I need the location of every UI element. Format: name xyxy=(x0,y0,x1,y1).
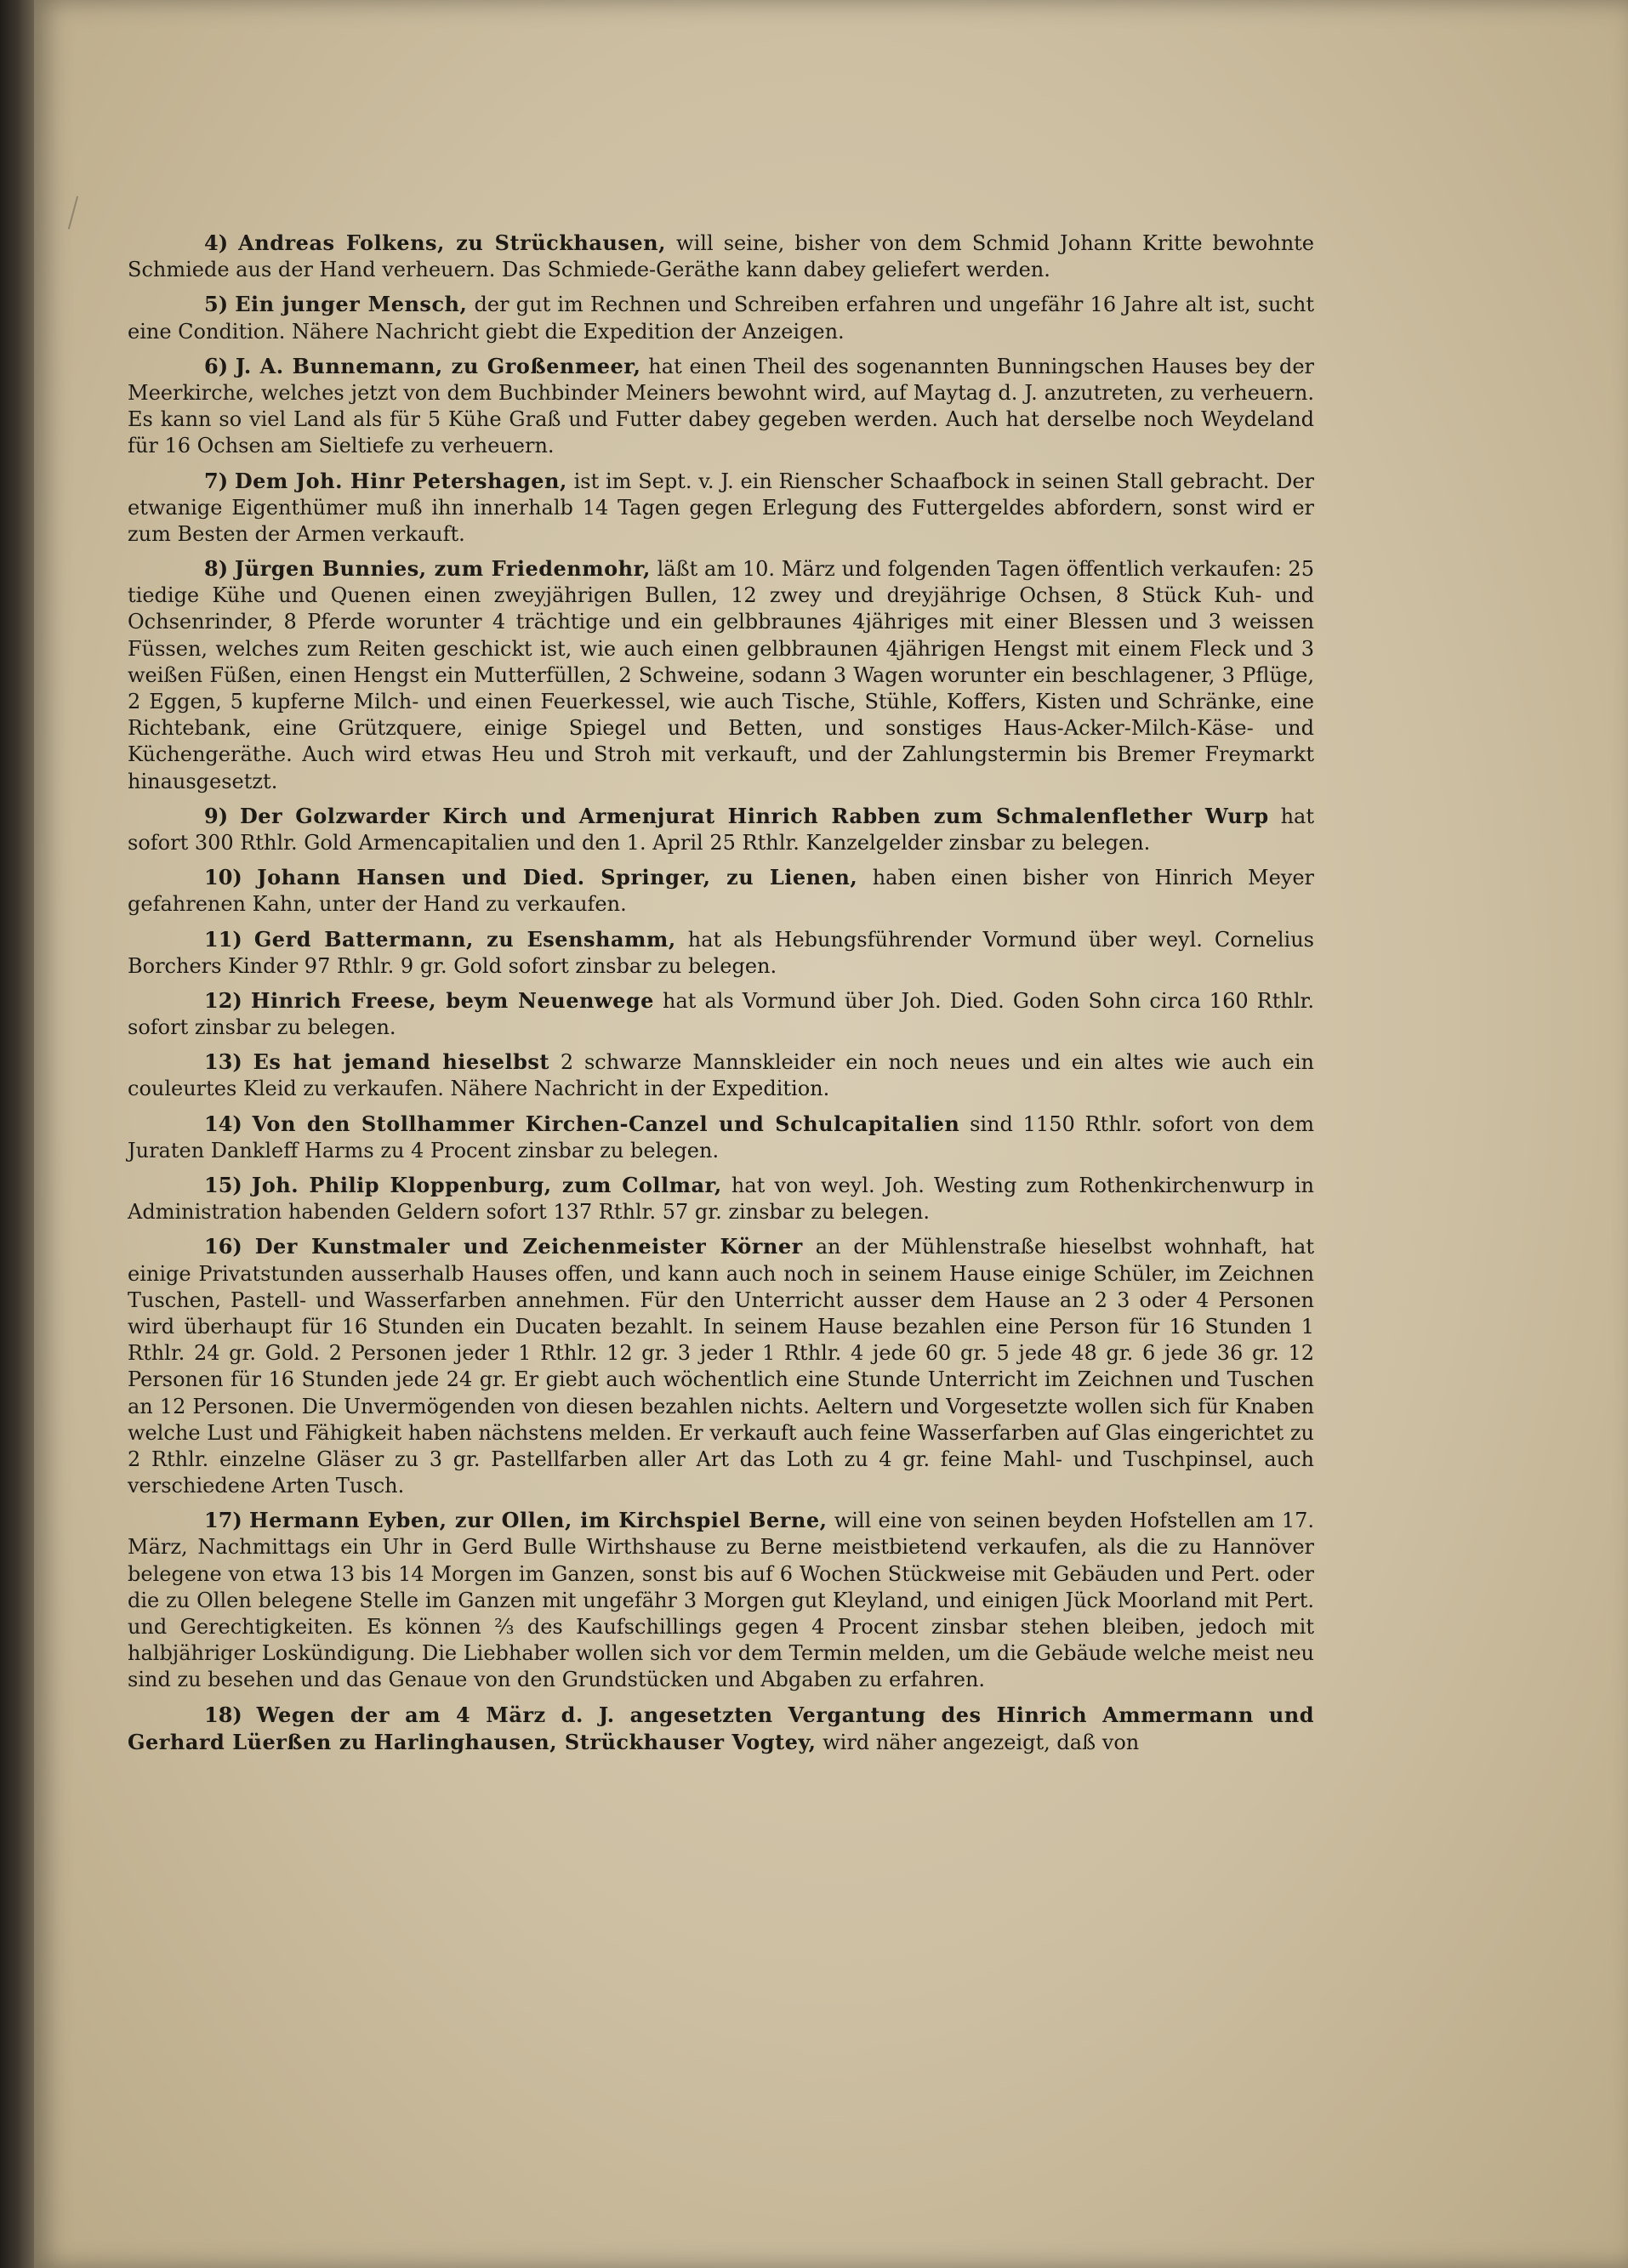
entry-lead: Hermann Eyben, zur Ollen, im Kirchspiel Berne, xyxy=(249,1508,828,1533)
document-page xyxy=(34,0,1628,2268)
entry-text: läßt am 10. März und folgenden Tagen öffentlich verkaufen: 25 tiedige Kühe und Quenen einen zweyjährigen Bullen, 12 zwey und dreyjährige Ochsen, 8 Stück Kuh- und Ochsenrinder, 8 Pferde worunter 4 trächtige und ein gelbbraunes 4jähriges mit einer Blessen und 3 weissen Füssen, welches zum Reiten geschickt ist, wie auch einen gelbbraunen 4jährigen Hengst mit einem Fleck und 3 weißen Füßen, einen Hengst ein Mutterfüllen, 2 Schweine, sodann 3 Wagen worunter ein beschlagener, 3 Pflüge, 2 Eggen, 5 kupferne Milch- und einen Feuerkessel, wie auch Tische, Stühle, Koffers, Kisten und Schränke, eine Richtebank, eine Grützquere, einige Spiegel und Betten, und sonstiges Haus-Acker-Milch-Käse- und Küchengeräthe. Auch wird etwas Heu und Stroh mit verkauft, und der Zahlungstermin bis Bremer Freymarkt hinausgesetzt. xyxy=(128,557,1314,793)
entry-text: 2 schwarze Mannskleider ein noch neues und ein altes wie auch ein couleurtes Kleid zu verkaufen. Nähere Nachricht in der Expedition. xyxy=(128,1050,1315,1101)
notice-entry xyxy=(128,555,1314,795)
notice-entry xyxy=(128,864,1314,918)
book-binding xyxy=(0,0,34,2268)
entry-text: hat sofort 300 Rthlr. Gold Armencapitalien und den 1. April 25 Rthlr. Kanzelgelder zinsbar zu belegen. xyxy=(128,804,1314,855)
entry-lead: Jürgen Bunnies, zum Friedenmohr, xyxy=(234,556,651,582)
entry-lead: Es hat jemand hieselbst xyxy=(253,1049,549,1075)
entry-text: sind 1150 Rthlr. sofort von dem Juraten Dankleff Harms zu 4 Procent zinsbar zu belegen. xyxy=(128,1111,1315,1162)
notice-entry xyxy=(128,803,1314,856)
entry-text: der gut im Rechnen und Schreiben erfahren und ungefähr 16 Jahre alt ist, sucht eine Condition. Nähere Nachricht giebt die Expedition der Anzeigen. xyxy=(128,293,1315,344)
entry-lead: Gerd Battermann, zu Esenshamm, xyxy=(253,926,676,952)
notice-entry xyxy=(128,926,1314,980)
entry-number: 12) xyxy=(204,987,242,1013)
entry-number: 5) xyxy=(204,292,229,317)
entry-lead: J. A. Bunnemann, zu Großenmeer, xyxy=(235,353,641,378)
entry-number: 13) xyxy=(204,1049,242,1075)
notice-entry xyxy=(128,353,1314,460)
margin-mark xyxy=(68,196,78,229)
entry-lead: Joh. Philip Kloppenburg, zum Collmar, xyxy=(251,1173,722,1197)
entry-text: hat einen Theil des sogenannten Bunningschen Hauses bey der Meerkirche, welches jetzt von dem Buchbinder Meiners bewohnt wird, auf Maytag d. J. anzutreten, zu verheuern. Es kann so viel Land als für 5 Kühe Graß und Futter dabey gegeben werden. Auch hat derselbe noch Weydeland für 16 Ochsen am Sieltiefe zu verheuern. xyxy=(128,354,1315,458)
entry-number: 4) xyxy=(204,230,229,255)
notices-text xyxy=(128,230,1314,1764)
entry-lead: Wegen der am 4 März d. J. angesetzten Vergantung des Hinrich Ammermann und Gerhard Lüerßen zu Harlinghausen, Strückhauser Vogtey, xyxy=(128,1702,1314,1754)
entry-lead: Ein junger Mensch, xyxy=(235,292,468,317)
entry-text: hat als Vormund über Joh. Died. Goden Sohn circa 160 Rthlr. sofort zinsbar zu belegen. xyxy=(128,988,1314,1040)
entry-text: hat von weyl. Joh. Westing zum Rothenkirchenwurp in Administration habenden Geldern sofort 137 Rthlr. 57 gr. zinsbar zu belegen. xyxy=(128,1174,1314,1225)
entry-text: will eine von seinen beyden Hofstellen am 17. März, Nachmittags ein Uhr in Gerd Bulle Wirthshause zu Berne meistbietend verkaufen, als die zu Hannöver belegene von etwa 13 bis 14 Morgen im Ganzen, sonst bis auf 6 Wochen Stückweise mit Gebäuden und Pert. oder die zu Ollen belegene Stelle im Ganzen mit ungefähr 3 Morgen gut Kleyland, und einigen Jück Moorland mit Pert. und Gerechtigkeiten. Es können ⅔ des Kaufschillings gegen 4 Procent zinsbar stehen bleiben, jedoch mit halbjähriger Loskündigung. Die Liebhaber wollen sich vor dem Termin melden, um die Gebäude welche meist neu sind zu besehen und das Genaue von den Grundstücken und Abgaben zu erfahren. xyxy=(128,1509,1314,1692)
entry-number: 14) xyxy=(204,1111,242,1136)
notice-entry xyxy=(128,1507,1314,1693)
notice-entry xyxy=(128,1172,1314,1225)
notice-entry xyxy=(128,987,1314,1041)
entry-number: 15) xyxy=(204,1173,242,1197)
notice-entry xyxy=(128,1233,1314,1499)
entry-text: ist im Sept. v. J. ein Rienscher Schaafbock in seinen Stall gebracht. Der etwanige Eigenthümer muß ihn innerhalb 14 Tagen gegen Erlegung des Futtergeldes abfordern, sonst wird er zum Besten der Armen verkauft. xyxy=(128,469,1314,546)
entry-lead: Andreas Folkens, zu Strückhausen, xyxy=(238,230,666,255)
entry-text: an der Mühlenstraße hieselbst wohnhaft, hat einige Privatstunden ausserhalb Hauses offen, und kann auch noch in seinem Hause einige Schüler, im Zeichnen Tuschen, Pastell- und Wasserfarben annehmen. Für den Unterricht ausser dem Hause an 2 3 oder 4 Personen wird überhaupt für 16 Stunden ein Ducaten bezahlt. In seinem Hause bezahlen eine Person für 16 Stunden 1 Rthlr. 24 gr. Gold. 2 Personen jeder 1 Rthlr. 12 gr. 3 jeder 1 Rthlr. 4 jede 60 gr. 5 jede 48 gr. 6 jede 36 gr. 12 Personen für 16 Stunden jede 24 gr. Er giebt auch wöchentlich eine Stunde Unterricht im Zeichnen und Tuschen an 12 Personen. Die Unvermögenden von diesen bezahlen nichts. Aeltern und Vorgesetzte wollen sich für Knaben welche Lust und Fähigkeit haben nächstens melden. Er verkauft auch feine Wasserfarben auf Glas eingerichtet zu 2 Rthlr. einzelne Gläser zu 3 gr. Pastellfarben aller Art das Loth zu 4 gr. feine Mahl- und Tuschpinsel, auch verschiedene Arten Tusch. xyxy=(128,1235,1314,1498)
entry-text: hat als Hebungsführender Vormund über weyl. Cornelius Borchers Kinder 97 Rthlr. 9 gr. Gold sofort zinsbar zu belegen. xyxy=(128,927,1314,978)
entry-lead: Der Kunstmaler und Zeichenmeister Körner xyxy=(254,1234,803,1259)
entry-number: 17) xyxy=(204,1508,242,1533)
entry-lead: Der Golzwarder Kirch und Armenjurat Hinrich Rabben zum Schmalenflether Wurp xyxy=(239,803,1269,828)
entry-text: will seine, bisher von dem Schmid Johann Kritte bewohnte Schmiede aus der Hand verheuern. Das Schmiede-Geräthe kann dabey geliefert werden. xyxy=(128,231,1314,282)
notice-entry xyxy=(128,468,1314,549)
entry-lead: Von den Stollhammer Kirchen-Canzel und Schulcapitalien xyxy=(252,1111,960,1136)
notice-entry xyxy=(128,1111,1314,1164)
entry-text: wird näher angezeigt, daß von xyxy=(823,1730,1140,1754)
notice-entry xyxy=(128,1049,1314,1102)
entry-number: 6) xyxy=(204,353,229,378)
entry-text: haben einen bisher von Hinrich Meyer gefahrenen Kahn, unter der Hand zu verkaufen. xyxy=(128,866,1315,917)
notice-entry xyxy=(128,1702,1314,1756)
entry-lead: Johann Hansen und Died. Springer, zu Lienen, xyxy=(257,865,858,890)
entry-number: 11) xyxy=(204,926,242,952)
entry-number: 9) xyxy=(204,803,229,828)
notice-entry xyxy=(128,291,1314,344)
notice-entry xyxy=(128,230,1314,283)
entry-number: 10) xyxy=(204,865,242,890)
entry-number: 7) xyxy=(204,468,229,493)
entry-number: 8) xyxy=(204,556,229,582)
entry-lead: Dem Joh. Hinr Petershagen, xyxy=(234,468,567,493)
entry-number: 16) xyxy=(204,1234,242,1259)
entry-number: 18) xyxy=(204,1702,242,1727)
entry-lead: Hinrich Freese, beym Neuenwege xyxy=(250,987,654,1013)
